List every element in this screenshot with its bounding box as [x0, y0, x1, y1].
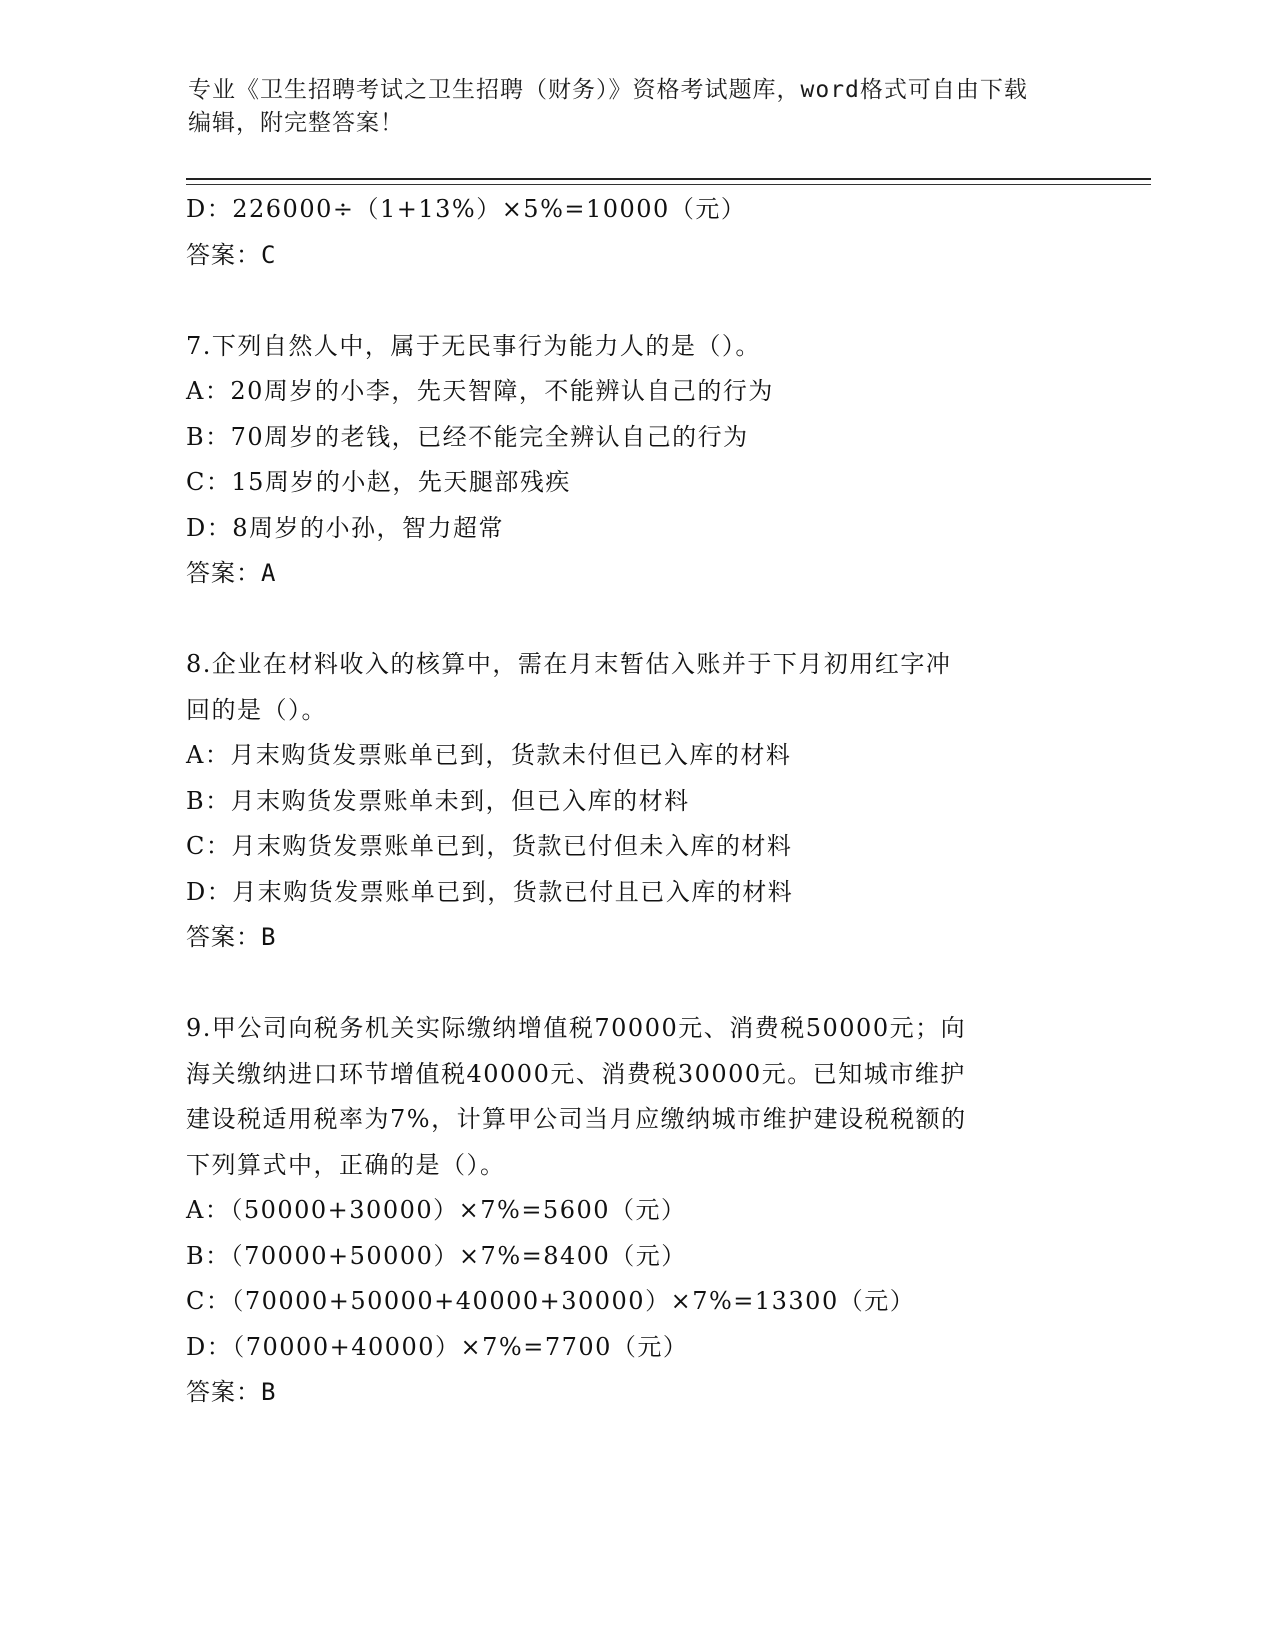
option-d: D：（70000+40000）×7%=7700（元） — [186, 1332, 689, 1361]
answer-label: 答案： — [186, 923, 261, 951]
option-b: B：月末购货发票账单未到，但已入库的材料 — [186, 786, 690, 815]
spacer — [186, 278, 1146, 324]
spacer — [186, 961, 1146, 1007]
answer-line — [186, 1370, 1146, 1416]
spacer — [186, 597, 1146, 643]
option-c: C：（70000+50000+40000+30000）×7%=13300（元） — [186, 1287, 916, 1315]
option-c: C：月末购货发票账单已到，货款已付但未入库的材料 — [186, 832, 793, 860]
option-a: A：20周岁的小李，先天智障，不能辨认自己的行为 — [186, 377, 774, 405]
header-title-line-2: 编辑，附完整答案！ — [188, 110, 404, 136]
answer-value: A — [261, 559, 277, 587]
header-divider-thick — [186, 178, 1151, 180]
question-list — [186, 187, 1146, 1416]
answer-value: B — [261, 923, 277, 951]
option-a: A：（50000+30000）×7%=5600（元） — [186, 1196, 687, 1224]
option-d: D：月末购货发票账单已到，货款已付且已入库的材料 — [186, 877, 794, 906]
option-d: D：226000÷（1+13%）×5%=10000（元） — [186, 195, 747, 223]
answer-line — [186, 915, 1146, 961]
answer-line — [186, 551, 1146, 597]
option-d: D：8周岁的小孙，智力超常 — [186, 513, 505, 542]
previous-question-tail — [186, 187, 1146, 278]
question-text: 建设税适用税率为7%，计算甲公司当月应缴纳城市维护建设税税额的 — [186, 1105, 967, 1133]
option-c: C：15周岁的小赵，先天腿部残疾 — [186, 468, 571, 496]
answer-label: 答案： — [186, 240, 261, 269]
question-text: 8.企业在材料收入的核算中，需在月末暂估入账并于下月初用红字冲 — [186, 650, 952, 678]
answer-label: 答案： — [186, 559, 261, 587]
question-text: 7.下列自然人中，属于无民事行为能力人的是（）。 — [186, 331, 761, 360]
answer-value: B — [261, 1378, 277, 1406]
question-text: 9.甲公司向税务机关实际缴纳增值税70000元、消费税50000元；向 — [186, 1014, 967, 1042]
answer-line — [186, 233, 1146, 279]
question-7 — [186, 324, 1146, 597]
option-b: B：70周岁的老钱，已经不能完全辨认自己的行为 — [186, 422, 749, 451]
answer-label: 答案： — [186, 1378, 261, 1406]
question-8 — [186, 642, 1146, 961]
option-a: A：月末购货发票账单已到，货款未付但已入库的材料 — [186, 741, 792, 769]
header-divider-thin — [186, 184, 1151, 185]
option-b: B：（70000+50000）×7%=8400（元） — [186, 1241, 687, 1270]
question-text: 下列算式中，正确的是（）。 — [186, 1150, 506, 1179]
answer-value: C — [261, 240, 277, 269]
question-9 — [186, 1006, 1146, 1416]
header-title-line-1: 专业《卫生招聘考试之卫生招聘（财务）》资格考试题库，word格式可自由下载 — [188, 77, 1028, 103]
document-header — [188, 74, 1088, 140]
question-text: 回的是（）。 — [186, 695, 327, 724]
question-text: 海关缴纳进口环节增值税40000元、消费税30000元。已知城市维护 — [186, 1059, 966, 1088]
